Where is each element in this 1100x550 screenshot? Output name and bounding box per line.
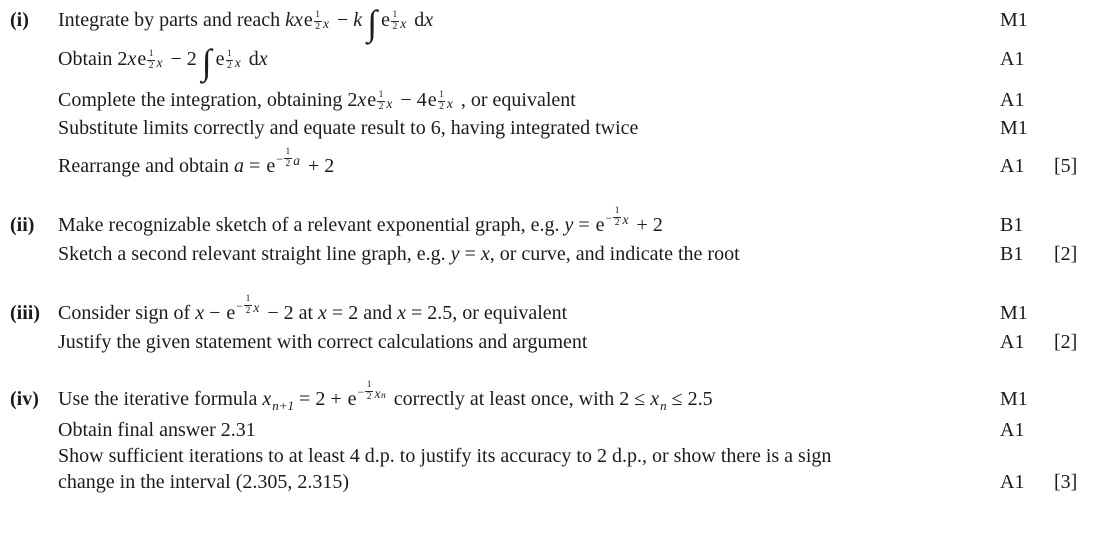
mark-scheme-row <box>0 42 1100 82</box>
text-run: , or equivalent <box>455 89 576 111</box>
fraction-denominator: 2 <box>227 60 232 71</box>
text-run: Integrate by parts and reach <box>58 9 286 31</box>
criterion-line <box>58 381 990 412</box>
exponent-variable: x <box>253 300 260 316</box>
fraction-numerator: 1 <box>613 207 621 218</box>
text-run: ≤ 2.5 <box>666 387 713 410</box>
euler-e: e <box>137 48 147 70</box>
criterion-line <box>58 241 990 267</box>
fraction-denominator: 2 <box>378 101 384 112</box>
math-variable: x <box>127 48 137 70</box>
text-run: Consider sign of <box>58 301 196 324</box>
fraction-numerator: 1 <box>391 11 399 22</box>
exponent-variable: x <box>622 212 629 228</box>
fraction-numerator: 1 <box>438 91 446 102</box>
mark-code: A1 <box>1000 89 1025 111</box>
fraction-numerator: 1 <box>377 91 385 102</box>
math-subscript: n <box>660 397 667 413</box>
exponent-variable: x <box>446 96 453 112</box>
total-marks: [2] <box>1054 242 1078 265</box>
math-variable: k <box>353 9 363 31</box>
mark-code: A1 <box>1000 154 1025 177</box>
minus-sign: − <box>276 151 283 166</box>
exponent <box>276 148 300 170</box>
text-run: = <box>244 154 266 177</box>
fraction-numerator: 1 <box>226 50 234 61</box>
text-run: = 2 and <box>326 301 398 324</box>
text-run: Show sufficient iterations to at least 4 d.p. to justify its accuracy to 2 d.p., or show there is a sign <box>58 444 832 467</box>
minus-sign: − <box>236 298 244 313</box>
exponent <box>226 50 241 72</box>
mark-scheme-section-ii <box>0 207 1100 267</box>
text-run: Obtain 2 <box>58 48 128 70</box>
mark-code: A1 <box>1000 418 1025 441</box>
fraction-denominator: 2 <box>366 391 372 402</box>
mark-scheme-row <box>0 381 1100 412</box>
mark-code: M1 <box>1000 9 1028 31</box>
mark-scheme-section-iii <box>0 295 1100 355</box>
text-run: + 2 <box>303 154 335 177</box>
total-marks: [5] <box>1054 154 1078 177</box>
fraction-one-half <box>314 11 322 33</box>
criterion-line <box>58 443 990 469</box>
exponent <box>236 295 259 317</box>
math-variable: x <box>397 301 406 324</box>
criterion-line <box>58 417 990 443</box>
exponent-variable: x <box>156 55 163 71</box>
text-run: = 2.5, or equivalent <box>405 301 568 324</box>
mark-scheme-row <box>0 207 1100 238</box>
exponent-variable-subscript: n <box>381 391 386 402</box>
euler-e: e <box>215 48 225 70</box>
mark-scheme-section-i <box>0 3 1100 179</box>
criterion-line <box>58 3 990 43</box>
text-run: − 2 <box>165 48 197 70</box>
exponent <box>147 50 162 72</box>
math-variable: kx <box>285 9 303 31</box>
math-variable: y <box>450 242 460 265</box>
exponent <box>314 11 329 33</box>
euler-e: e <box>303 9 313 31</box>
fraction-denominator: 2 <box>614 217 620 228</box>
criterion-line <box>58 295 990 326</box>
exponent-variable: x <box>374 386 381 402</box>
integral-icon: ∫ <box>367 3 378 43</box>
text-run: Make recognizable sketch of a relevant exponential graph, e.g. <box>58 213 565 236</box>
euler-e: e <box>347 387 357 410</box>
euler-e: e <box>381 9 390 31</box>
math-variable: x <box>480 242 490 265</box>
mark-scheme-row <box>0 329 1100 355</box>
part-label: (i) <box>10 9 29 31</box>
text-run: − 4 <box>395 89 427 111</box>
criterion-line <box>58 329 990 355</box>
mark-code: M1 <box>1000 117 1028 139</box>
text-run: = <box>459 242 481 265</box>
mark-code: M1 <box>1000 301 1028 324</box>
text-run: = <box>573 213 595 236</box>
mark-code: A1 <box>1000 48 1025 70</box>
text-run: Complete the integration, obtaining 2 <box>58 89 358 111</box>
text-run: d <box>243 48 259 70</box>
fraction-numerator: 1 <box>365 381 373 392</box>
math-variable: x <box>262 387 272 410</box>
criterion-line <box>58 115 990 141</box>
fraction-one-half <box>613 207 621 229</box>
text-run: change in the interval (2.305, 2.315) <box>58 470 350 493</box>
mark-code: A1 <box>1000 330 1025 353</box>
math-variable: x <box>195 301 205 324</box>
mark-code: B1 <box>1000 242 1024 265</box>
fraction-denominator: 2 <box>245 305 251 316</box>
text-run: Rearrange and obtain <box>58 154 235 177</box>
mark-scheme-row <box>0 3 1100 43</box>
criterion-line <box>58 87 990 113</box>
fraction-one-half <box>365 381 373 403</box>
fraction-denominator: 2 <box>315 21 321 32</box>
exponent-variable: x <box>234 55 241 71</box>
mark-scheme-row <box>0 417 1100 443</box>
exponent <box>391 11 406 33</box>
mark-scheme-row <box>0 469 1100 495</box>
mark-scheme-section-iv <box>0 381 1100 495</box>
criterion-line <box>58 148 990 179</box>
math-variable: x <box>357 89 367 111</box>
criterion-line <box>58 469 990 495</box>
math-variable: a <box>234 154 245 177</box>
text-run: Use the iterative formula <box>58 387 263 410</box>
euler-e: e <box>595 213 605 236</box>
criterion-line <box>58 207 990 238</box>
exponent <box>438 91 453 113</box>
math-variable: x <box>424 9 434 31</box>
fraction-one-half <box>377 91 385 113</box>
text-run: correctly at least once, with 2 ≤ <box>388 387 651 410</box>
math-variable: x <box>650 387 660 410</box>
mark-scheme-row <box>0 443 1100 469</box>
part-label: (iv) <box>10 387 39 410</box>
text-run: Sketch a second relevant straight line graph, e.g. <box>58 242 451 265</box>
fraction-denominator: 2 <box>285 158 291 169</box>
integral-icon: ∫ <box>201 42 212 82</box>
exponent-variable: x <box>386 96 393 112</box>
text-run: − 2 at <box>262 301 319 324</box>
mark-scheme-row <box>0 115 1100 141</box>
part-label: (ii) <box>10 213 35 236</box>
fraction-numerator: 1 <box>147 50 155 61</box>
math-variable: y <box>564 213 574 236</box>
exponent <box>606 207 629 229</box>
fraction-numerator: 1 <box>314 11 322 22</box>
fraction-numerator: 1 <box>244 295 252 306</box>
euler-e: e <box>266 154 276 177</box>
text-run: + 2 <box>631 213 663 236</box>
euler-e: e <box>367 89 377 111</box>
text-run: Justify the given statement with correct calculations and argument <box>58 330 588 353</box>
mark-scheme-row <box>0 87 1100 113</box>
total-marks: [3] <box>1054 470 1078 493</box>
euler-e: e <box>427 89 437 111</box>
exponent <box>377 91 392 113</box>
fraction-denominator: 2 <box>392 21 398 32</box>
text-run: , or curve, and indicate the root <box>489 242 740 265</box>
minus-sign: − <box>605 210 613 225</box>
part-label: (iii) <box>10 301 40 324</box>
mark-code: B1 <box>1000 213 1024 236</box>
fraction-one-half <box>438 91 446 113</box>
math-variable: x <box>318 301 327 324</box>
text-run: − <box>332 9 354 31</box>
criterion-line <box>58 42 990 82</box>
fraction-one-half <box>391 11 399 33</box>
mark-scheme-row <box>0 295 1100 326</box>
fraction-one-half <box>147 50 155 72</box>
text-run: d <box>409 9 425 31</box>
math-subscript: n+1 <box>272 397 295 413</box>
text-run: = 2 + <box>294 387 347 410</box>
mark-code: A1 <box>1000 470 1025 493</box>
exponent-variable: x <box>400 16 407 32</box>
exponent-variable: a <box>293 153 300 169</box>
text-run: Substitute limits correctly and equate result to 6, having integrated twice <box>58 117 639 139</box>
exponent <box>358 381 386 403</box>
euler-e: e <box>226 301 236 324</box>
total-marks: [2] <box>1054 330 1078 353</box>
text-run: Obtain final answer 2.31 <box>58 418 256 441</box>
text-run: − <box>204 301 226 324</box>
math-variable: x <box>258 48 268 70</box>
fraction-one-half <box>284 148 292 170</box>
fraction-one-half <box>226 50 234 72</box>
fraction-denominator: 2 <box>439 101 444 112</box>
fraction-numerator: 1 <box>284 148 292 159</box>
fraction-one-half <box>244 295 252 317</box>
exponent-variable: x <box>323 16 330 32</box>
fraction-denominator: 2 <box>148 60 154 71</box>
minus-sign: − <box>357 384 365 399</box>
mark-code: M1 <box>1000 387 1028 410</box>
mark-scheme-row <box>0 148 1100 179</box>
mark-scheme-row <box>0 241 1100 267</box>
